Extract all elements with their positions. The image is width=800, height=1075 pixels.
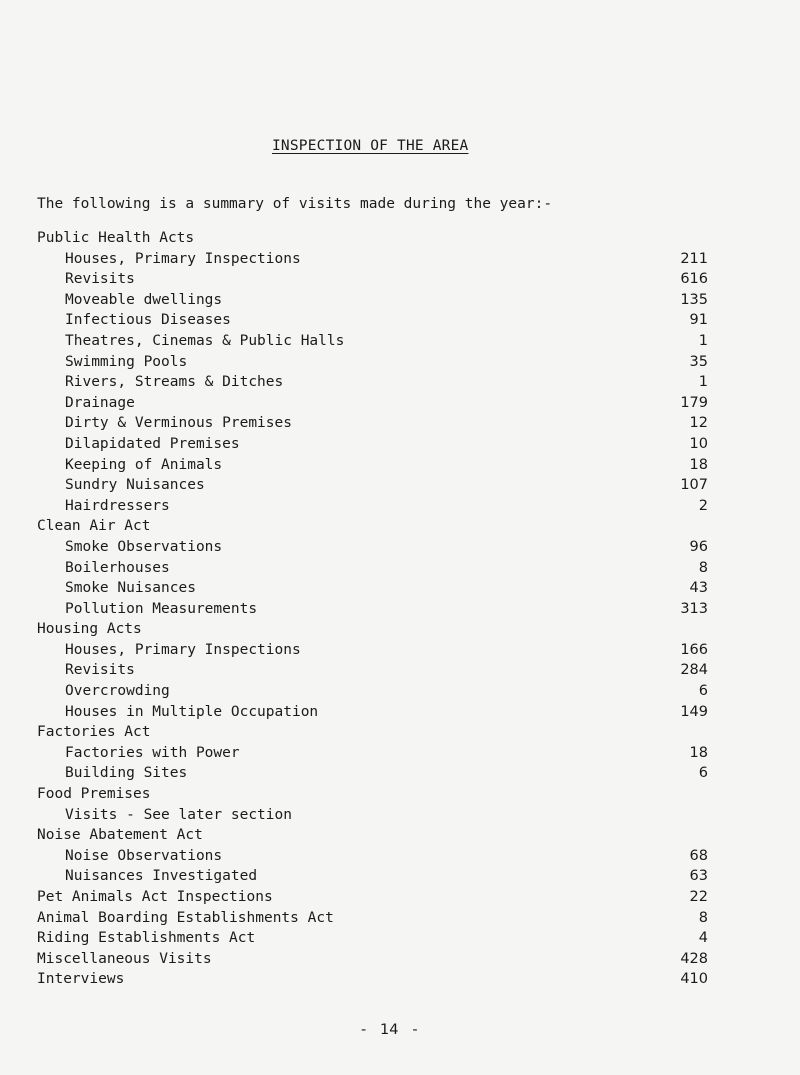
item-label: Keeping of Animals (65, 456, 223, 473)
section-heading: Clean Air Act (37, 518, 151, 535)
section-row (0, 724, 800, 745)
item-label: Boilerhouses (65, 559, 170, 576)
section-heading: Miscellaneous Visits (37, 950, 212, 967)
visit-count: 428 (680, 950, 708, 967)
item-label: Overcrowding (65, 683, 170, 700)
list-item (0, 271, 800, 292)
visit-count: 8 (698, 559, 708, 576)
item-label: Drainage (65, 394, 135, 411)
item-label: Theatres, Cinemas & Public Halls (65, 332, 345, 349)
visit-count: 4 (698, 930, 708, 947)
section-heading: Animal Boarding Establishments Act (37, 909, 334, 926)
visit-count: 68 (689, 847, 708, 864)
visit-count: 616 (680, 271, 708, 288)
section-row (0, 971, 800, 992)
item-label: Revisits (65, 662, 135, 679)
item-label: Swimming Pools (65, 353, 188, 370)
item-label: Dilapidated Premises (65, 435, 240, 452)
list-item (0, 642, 800, 663)
visit-count: 135 (680, 291, 708, 308)
section-heading: Public Health Acts (37, 230, 195, 246)
item-label: Pollution Measurements (65, 600, 258, 617)
visit-count: 211 (680, 250, 708, 267)
visit-count: 8 (698, 909, 708, 926)
visits-summary-list (0, 230, 800, 992)
list-item (0, 683, 800, 704)
list-item (0, 848, 800, 869)
section-heading: Interviews (37, 971, 125, 988)
item-label: Moveable dwellings (65, 291, 223, 308)
list-item (0, 292, 800, 313)
item-label: Visits - See later section (65, 806, 292, 823)
visit-count: 22 (689, 889, 708, 905)
item-label: Houses in Multiple Occupation (65, 703, 319, 720)
section-row (0, 621, 800, 642)
visit-count: 179 (680, 394, 708, 411)
list-item (0, 354, 800, 375)
section-row (0, 951, 800, 972)
list-item (0, 745, 800, 766)
visit-count: 1 (698, 374, 708, 391)
item-label: Houses, Primary Inspections (65, 250, 301, 267)
list-item (0, 457, 800, 478)
visit-count: 166 (680, 641, 708, 658)
intro-text: The following is a summary of visits made during the year:- (37, 196, 553, 212)
section-row (0, 930, 800, 951)
section-heading: Riding Establishments Act (37, 930, 256, 947)
visit-count: 6 (698, 765, 708, 782)
visit-count: 149 (680, 703, 708, 720)
section-heading: Factories Act (37, 724, 151, 741)
item-label: Factories with Power (65, 744, 240, 761)
visit-count: 107 (680, 477, 708, 494)
visit-count: 96 (689, 538, 708, 555)
visit-count: 10 (689, 435, 708, 452)
item-label: Houses, Primary Inspections (65, 641, 301, 658)
visit-count: 12 (689, 415, 708, 432)
visit-count: 91 (689, 312, 708, 329)
list-item (0, 580, 800, 601)
list-item (0, 765, 800, 786)
list-item (0, 436, 800, 457)
visit-count: 63 (689, 868, 708, 885)
list-item (0, 560, 800, 581)
section-row (0, 889, 800, 910)
page-title: INSPECTION OF THE AREA (272, 138, 469, 154)
visit-count: 43 (689, 580, 708, 597)
item-label: Hairdressers (65, 497, 170, 514)
item-label: Sundry Nuisances (65, 477, 205, 494)
list-item (0, 374, 800, 395)
item-label: Noise Observations (65, 847, 223, 864)
visit-count: 313 (680, 600, 708, 617)
visit-count: 284 (680, 662, 708, 679)
item-label: Dirty & Verminous Premises (65, 415, 292, 432)
item-label: Smoke Nuisances (65, 580, 196, 597)
list-item (0, 498, 800, 519)
item-label: Revisits (65, 271, 135, 288)
list-item (0, 662, 800, 683)
item-label: Nuisances Investigated (65, 868, 258, 885)
list-item (0, 477, 800, 498)
list-item (0, 251, 800, 272)
visit-count: 6 (698, 683, 708, 700)
list-item (0, 395, 800, 416)
list-item (0, 539, 800, 560)
list-item (0, 704, 800, 725)
section-heading: Noise Abatement Act (37, 827, 203, 844)
list-item (0, 868, 800, 889)
item-label: Building Sites (65, 765, 188, 782)
visit-count: 18 (689, 456, 708, 473)
section-row (0, 910, 800, 931)
list-item (0, 807, 800, 828)
list-item (0, 601, 800, 622)
visit-count: 1 (698, 332, 708, 349)
item-label: Infectious Diseases (65, 312, 231, 329)
item-label: Rivers, Streams & Ditches (65, 374, 284, 391)
list-item (0, 312, 800, 333)
section-row (0, 518, 800, 539)
visit-count: 18 (689, 744, 708, 761)
list-item (0, 415, 800, 436)
section-heading: Pet Animals Act Inspections (37, 889, 273, 905)
visit-count: 2 (698, 497, 708, 514)
visit-count: 35 (689, 353, 708, 370)
page-number: - 14 - (361, 1022, 418, 1038)
section-row (0, 827, 800, 848)
section-heading: Housing Acts (37, 621, 142, 638)
section-heading: Food Premises (37, 786, 151, 803)
section-row (0, 786, 800, 807)
item-label: Smoke Observations (65, 538, 223, 555)
section-row (0, 230, 800, 251)
list-item (0, 333, 800, 354)
visit-count: 410 (680, 971, 708, 988)
